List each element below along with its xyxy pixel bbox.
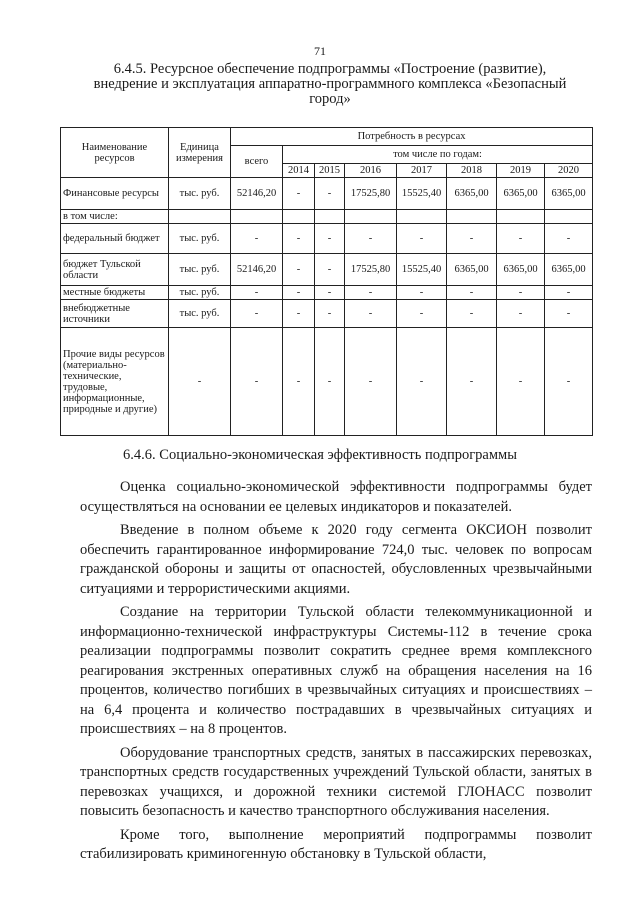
row-value: -: [497, 224, 545, 254]
row-value: -: [545, 328, 593, 436]
row-value: -: [397, 286, 447, 300]
header-year: 2017: [397, 164, 447, 178]
table-row: [61, 254, 593, 286]
row-value: -: [497, 300, 545, 328]
header-year: 2016: [345, 164, 397, 178]
row-value: -: [447, 286, 497, 300]
section-title-line: город»: [309, 91, 351, 107]
row-value: 15525,40: [397, 178, 447, 210]
header-year: 2015: [315, 164, 345, 178]
header-by-years: том числе по годам:: [283, 146, 593, 164]
row-value: -: [397, 224, 447, 254]
row-value: 6365,00: [447, 254, 497, 286]
table-row: [61, 286, 593, 300]
row-value: -: [315, 178, 345, 210]
row-value: -: [283, 224, 315, 254]
row-value: -: [545, 300, 593, 328]
header-name: Наименование ресурсов: [61, 128, 169, 178]
row-value: -: [283, 254, 315, 286]
row-name: бюджет Тульской области: [61, 254, 169, 286]
row-unit: тыс. руб.: [169, 254, 231, 286]
row-total: -: [231, 300, 283, 328]
section-title: [70, 62, 590, 107]
header-total: всего: [231, 146, 283, 178]
table-row: [61, 178, 593, 210]
row-name: федеральный бюджет: [61, 224, 169, 254]
row-total: -: [231, 328, 283, 436]
row-value: -: [315, 254, 345, 286]
paragraph: Оборудование транспортных средств, занятых в пассажирских перевозках, транспортных средств государственных учреждений Тульской области, занятых в перевозках учащихся, и дорожной техники системой ГЛОНАСС позволит повысить безопасность и качество транспортного обслуживания населения.: [80, 744, 592, 819]
header-need: Потребность в ресурсах: [231, 128, 593, 146]
row-unit: -: [169, 328, 231, 436]
row-value: 17525,80: [345, 254, 397, 286]
row-total: -: [231, 224, 283, 254]
paragraph: Кроме того, выполнение мероприятий подпрограммы позволит стабилизировать криминогенную обстановку в Тульской области,: [80, 826, 592, 862]
row-value: 6365,00: [545, 254, 593, 286]
row-value: -: [397, 300, 447, 328]
row-value: -: [315, 286, 345, 300]
row-value: -: [315, 300, 345, 328]
row-value: -: [447, 300, 497, 328]
header-year: 2020: [545, 164, 593, 178]
paragraph: Оценка социально-экономической эффективности подпрограммы будет осуществляться на основании ее целевых индикаторов и показателей.: [80, 479, 592, 515]
row-value: 17525,80: [345, 178, 397, 210]
row-value: -: [497, 328, 545, 436]
row-value: 6365,00: [545, 178, 593, 210]
row-value: -: [283, 286, 315, 300]
page-number: 71: [314, 44, 326, 58]
row-unit: тыс. руб.: [169, 300, 231, 328]
header-year: 2018: [447, 164, 497, 178]
row-unit: тыс. руб.: [169, 286, 231, 300]
header-unit: Единица измерения: [169, 128, 231, 178]
section-title-line: 6.4.5. Ресурсное обеспечение подпрограммы «Построение (развитие),: [113, 61, 547, 77]
paragraph: Введение в полном объеме к 2020 году сегмента ОКСИОН позволит обеспечить гарантированное информирование 724,0 тыс. человек по вопросам гражданской обороны и защиты от опасностей, обусловленных чрезвычайными ситуациями и террористическими акциями.: [80, 522, 592, 597]
row-total: -: [231, 286, 283, 300]
row-value: -: [545, 224, 593, 254]
row-value: 15525,40: [397, 254, 447, 286]
table-row: [61, 224, 593, 254]
row-name: Прочие виды ресурсов (материально-технические, трудовые, информационные, природные и другие): [61, 328, 169, 436]
table-row: [61, 300, 593, 328]
paragraph: Создание на территории Тульской области телекоммуникационной и информационно-технической инфраструктуры Системы-112 в течение срока реализации подпрограммы позволит сократить среднее время комплексного реагирования экстренных оперативных служб на обращения населения на 16 процентов, количество погибших в чрезвычайных ситуациях и происшествиях – на 6,4 процента и количество пострадавших в чрезвычайных ситуациях и происшествиях – на 8 процентов.: [80, 604, 592, 737]
resource-table: [60, 127, 593, 436]
row-value: -: [283, 178, 315, 210]
table-row: [61, 210, 593, 224]
section-title-line: внедрение и эксплуатация аппаратно-программного комплекса «Безопасный: [93, 76, 567, 92]
row-unit: тыс. руб.: [169, 224, 231, 254]
row-name: Финансовые ресурсы: [61, 178, 169, 210]
row-value: -: [315, 224, 345, 254]
row-value: -: [497, 286, 545, 300]
row-value: -: [283, 328, 315, 436]
body-text: [80, 478, 592, 869]
row-value: 6365,00: [497, 254, 545, 286]
header-year: 2019: [497, 164, 545, 178]
row-value: -: [315, 328, 345, 436]
header-year: 2014: [283, 164, 315, 178]
row-name: внебюджетные источники: [61, 300, 169, 328]
row-unit: тыс. руб.: [169, 178, 231, 210]
row-name: в том числе:: [61, 210, 169, 224]
table-row: [61, 328, 593, 436]
row-value: -: [545, 286, 593, 300]
row-value: -: [345, 328, 397, 436]
row-total: 52146,20: [231, 254, 283, 286]
row-value: 6365,00: [447, 178, 497, 210]
row-total: 52146,20: [231, 178, 283, 210]
subsection-title: 6.4.6. Социально-экономическая эффективность подпрограммы: [123, 447, 517, 463]
row-value: -: [447, 328, 497, 436]
row-value: -: [283, 300, 315, 328]
row-value: -: [345, 300, 397, 328]
row-value: 6365,00: [497, 178, 545, 210]
row-name: местные бюджеты: [61, 286, 169, 300]
row-value: -: [447, 224, 497, 254]
row-value: -: [345, 224, 397, 254]
row-value: -: [397, 328, 447, 436]
row-value: -: [345, 286, 397, 300]
